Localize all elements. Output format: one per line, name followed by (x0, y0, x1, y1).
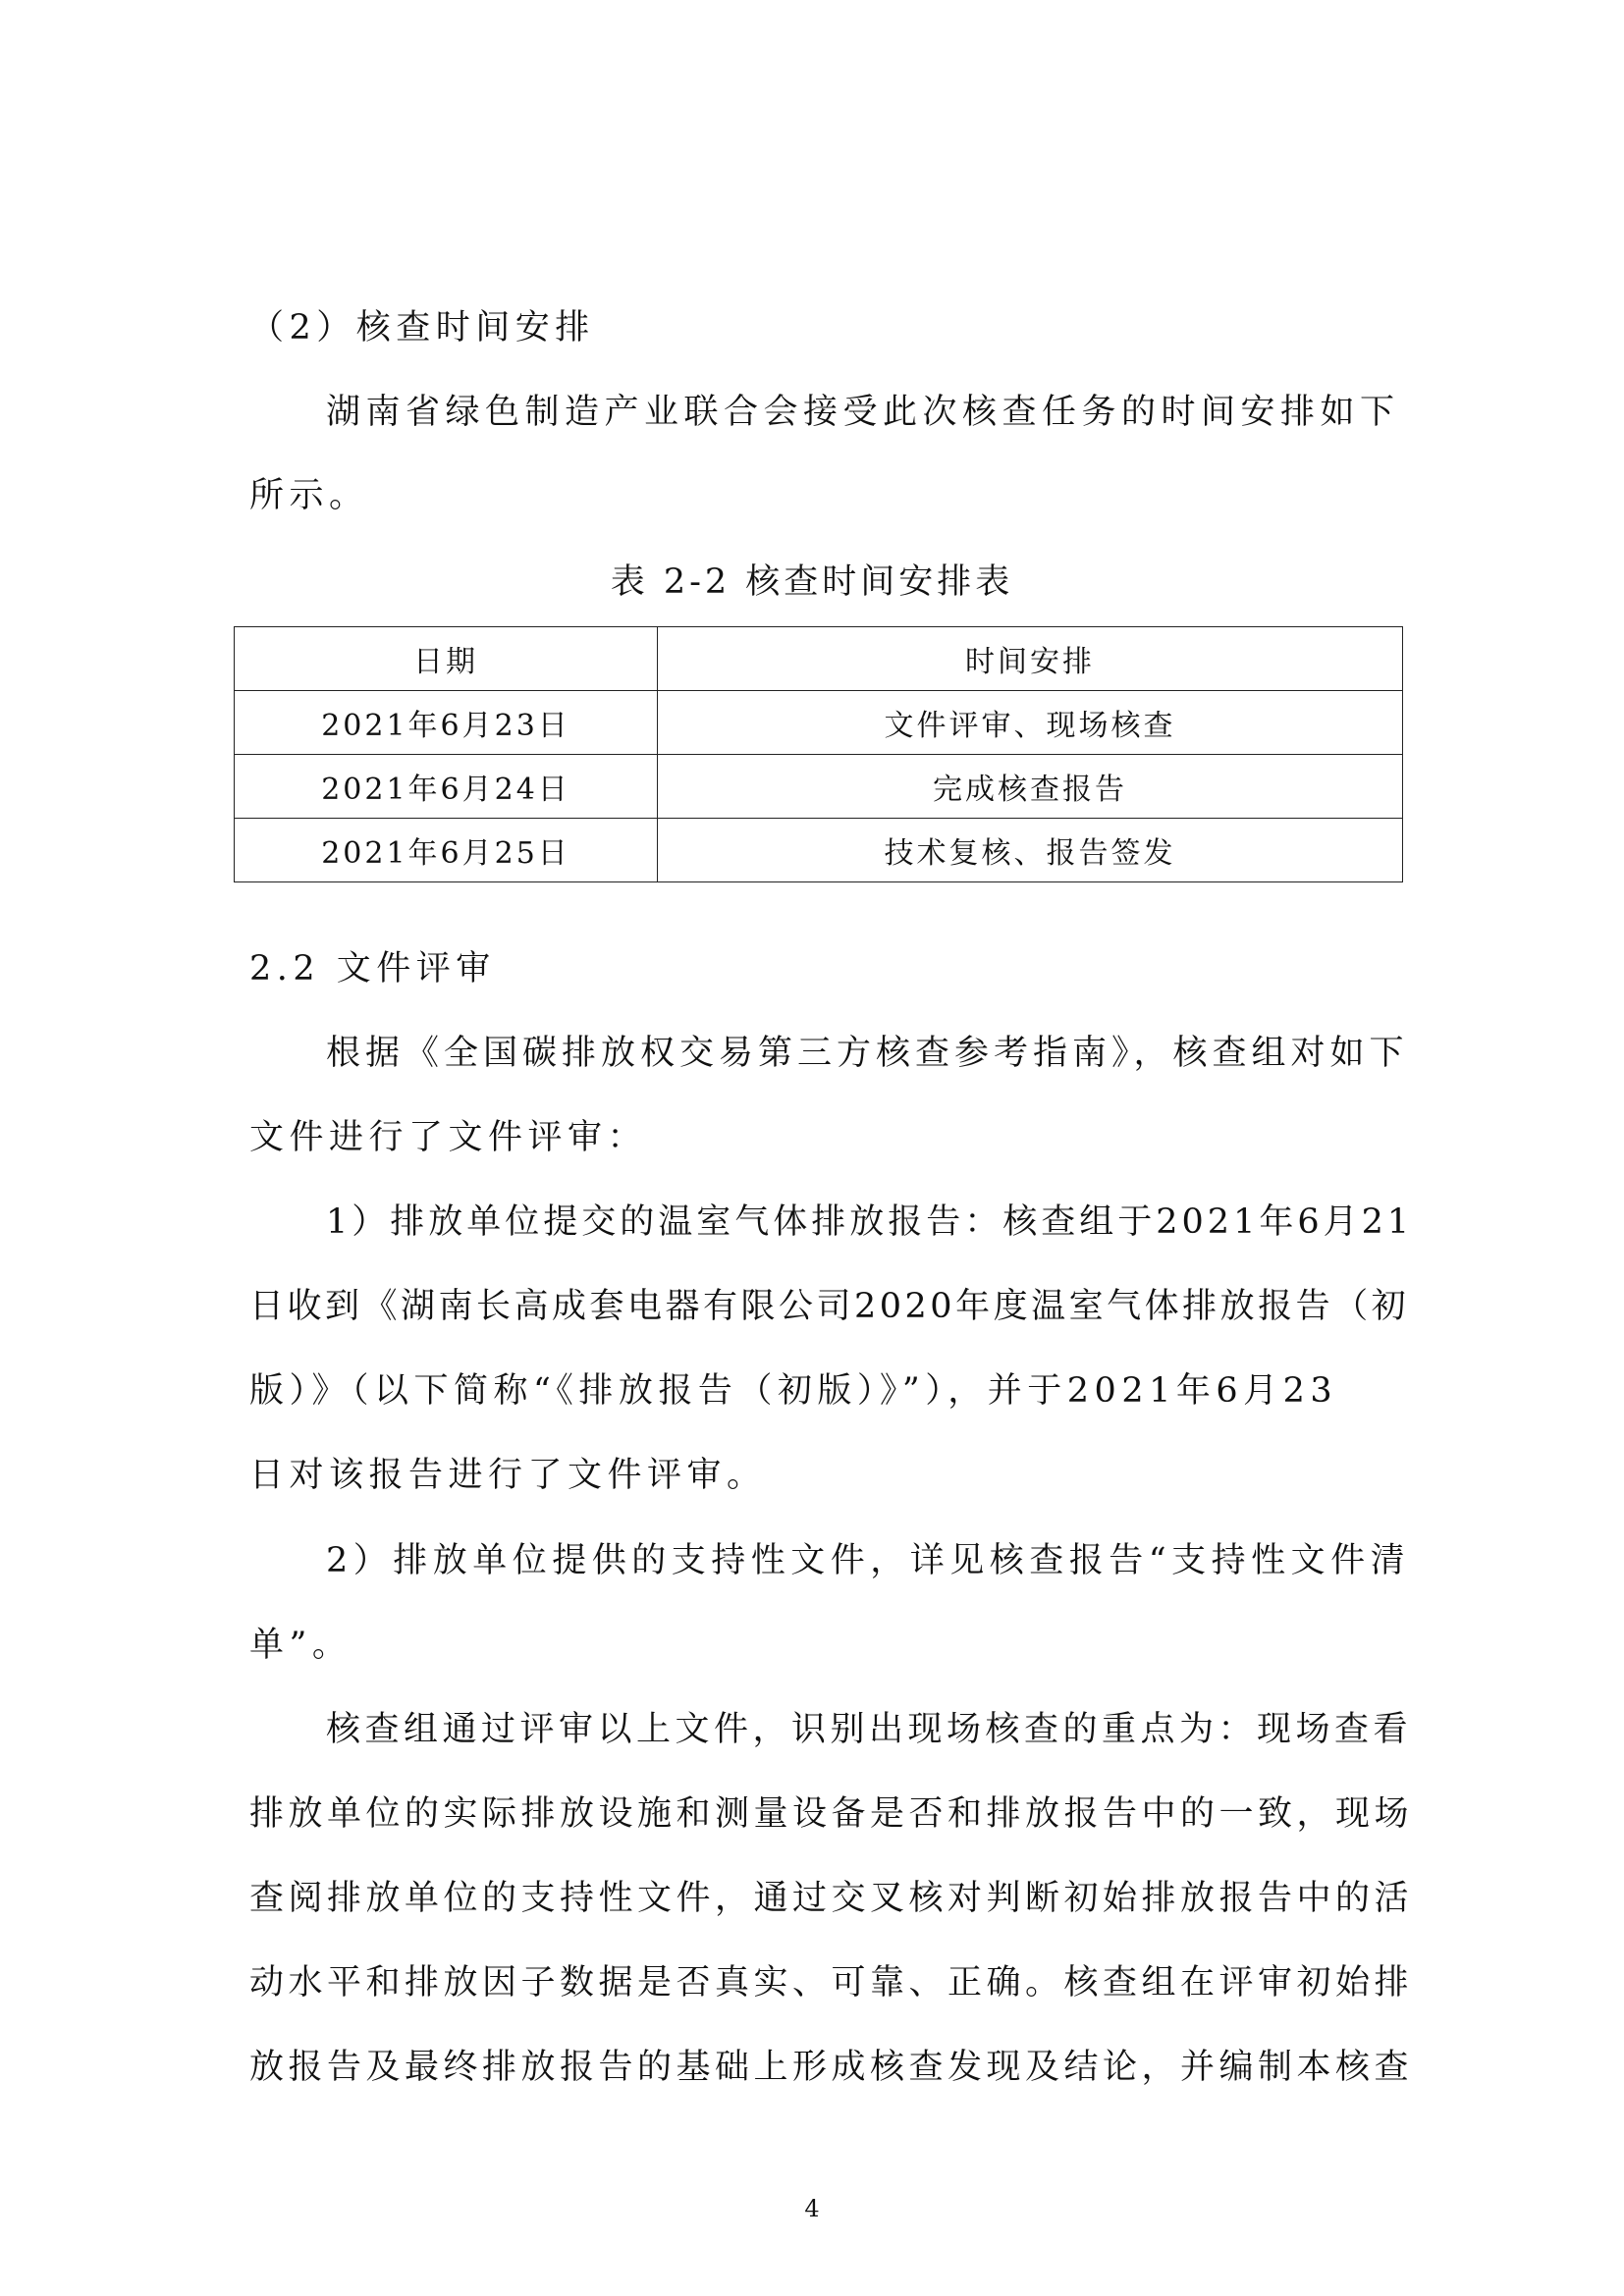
table-cell-date: 2021年6月24日 (235, 755, 658, 819)
paragraph-2-line-1: 1）排放单位提交的温室气体排放报告：核查组于2021年6月21 (326, 1202, 1414, 1242)
paragraph-2-line-4: 日对该报告进行了文件评审。 (249, 1456, 767, 1495)
table-cell-arrangement: 技术复核、报告签发 (658, 819, 1403, 882)
paragraph-3-line-2: 单”。 (249, 1626, 352, 1665)
table-row (235, 691, 1403, 755)
page-number: 4 (804, 2195, 820, 2222)
table-caption: 表 2-2 核查时间安排表 (610, 562, 1014, 602)
table-header-date: 日期 (235, 627, 658, 691)
paragraph-4-line-1: 核查组通过评审以上文件，识别出现场核查的重点为：现场查看 (326, 1710, 1413, 1749)
paragraph-1-line-1: 根据《全国碳排放权交易第三方核查参考指南》，核查组对如下 (326, 1034, 1409, 1073)
paragraph-2-line-2: 日收到《湖南长高成套电器有限公司2020年度温室气体排放报告（初 (249, 1287, 1410, 1326)
paragraph-4-line-3: 查阅排放单位的支持性文件，通过交叉核对判断初始排放报告中的活 (249, 1879, 1414, 1918)
table-cell-arrangement: 文件评审、现场核查 (658, 691, 1403, 755)
table-cell-date: 2021年6月25日 (235, 819, 658, 882)
table-header-row (235, 627, 1403, 691)
table-row (235, 819, 1403, 882)
table-cell-date: 2021年6月23日 (235, 691, 658, 755)
paragraph-4-line-4: 动水平和排放因子数据是否真实、可靠、正确。核查组在评审初始排 (249, 1963, 1414, 2002)
intro-line-2: 所示。 (249, 476, 369, 515)
paragraph-1-line-2: 文件进行了文件评审： (249, 1118, 648, 1157)
table-cell-arrangement: 完成核查报告 (658, 755, 1403, 819)
schedule-table (234, 626, 1403, 882)
paragraph-4-line-2: 排放单位的实际排放设施和测量设备是否和排放报告中的一致，现场 (249, 1794, 1414, 1834)
paragraph-4-line-5: 放报告及最终排放报告的基础上形成核查发现及结论，并编制本核查 (249, 2048, 1414, 2087)
table-row (235, 755, 1403, 819)
paragraph-2-line-3: 版）》（以下简称“《排放报告（初版）》”），并于2021年6月23 (249, 1371, 1338, 1411)
table-header-arrangement: 时间安排 (658, 627, 1403, 691)
section-heading: （2）核查时间安排 (249, 308, 595, 347)
paragraph-3-line-1: 2）排放单位提供的支持性文件，详见核查报告“支持性文件清 (326, 1541, 1411, 1580)
intro-line-1: 湖南省绿色制造产业联合会接受此次核查任务的时间安排如下 (326, 393, 1400, 432)
subsection-heading: 2.2 文件评审 (249, 949, 496, 988)
